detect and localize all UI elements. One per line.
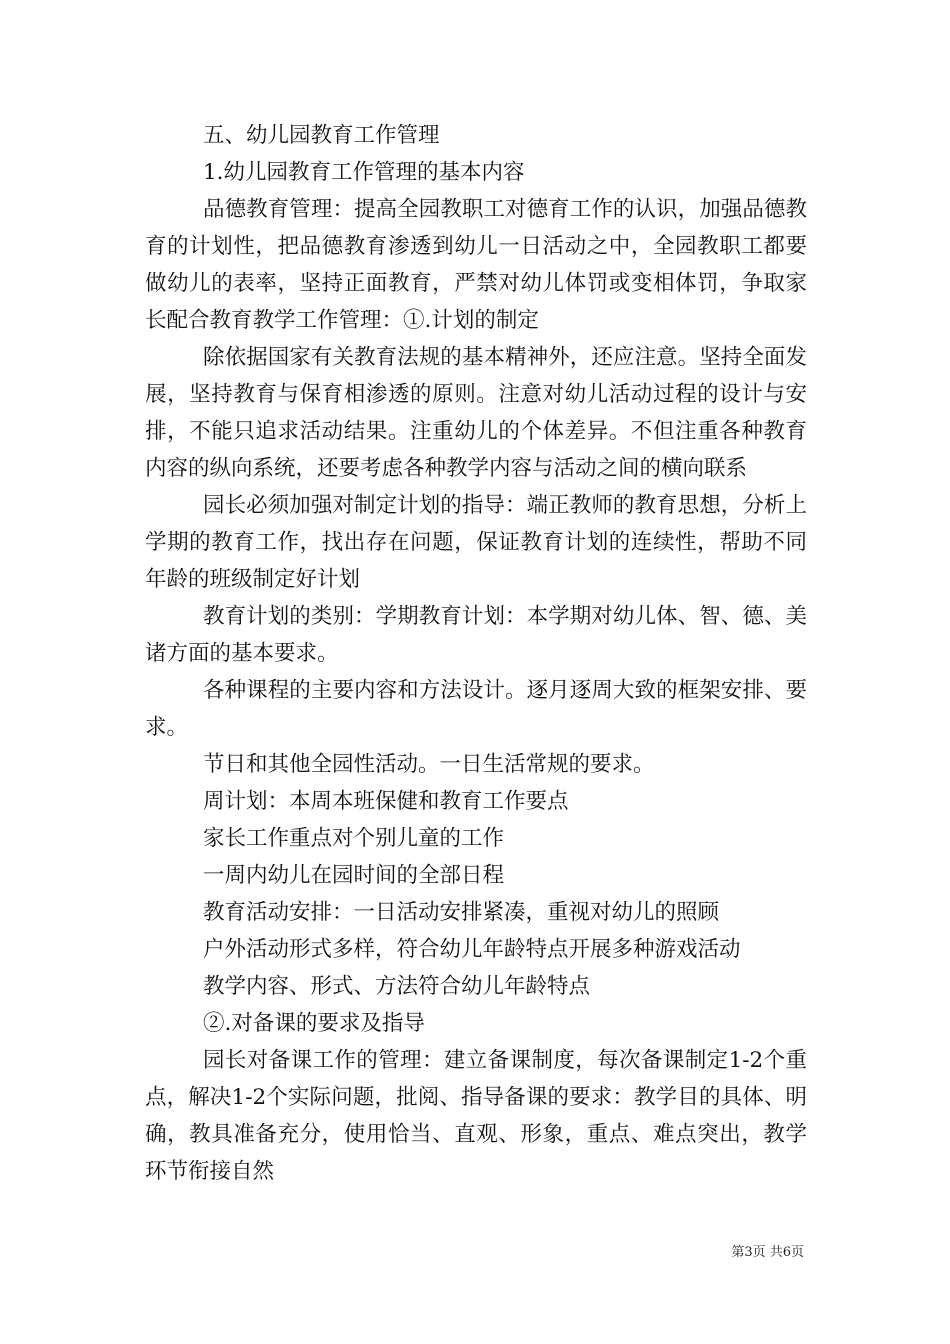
paragraph: 家长工作重点对个别儿童的工作 [203, 826, 505, 851]
subsection-heading: 1.幼儿园教育工作管理的基本内容 [203, 160, 525, 185]
paragraph: 园长必须加强对制定计划的指导：端正教师的教育思想，分析上学期的教育工作，找出存在问题，保证教育计划的连续性，帮助不同年龄的班级制定好计划 [145, 493, 807, 592]
paragraph: 教育计划的类别：学期教育计划：本学期对幼儿体、智、德、美诸方面的基本要求。 [145, 604, 807, 666]
paragraph: 品德教育管理：提高全园教职工对德育工作的认识，加强品德教育的计划性，把品德教育渗透到幼儿一日活动之中，全园教职工都要做幼儿的表率，坚持正面教育，严禁对幼儿体罚或变相体罚，争取家长配合教育教学工作管理：①.计划的制定 [145, 197, 807, 333]
section-heading: 五、幼儿园教育工作管理 [203, 123, 440, 148]
document-body [145, 117, 807, 1190]
paragraph: 一周内幼儿在园时间的全部日程 [203, 863, 505, 888]
paragraph: 除依据国家有关教育法规的基本精神外，还应注意。坚持全面发展，坚持教育与保育相渗透的原则。注意对幼儿活动过程的设计与安排，不能只追求活动结果。注重幼儿的个体差异。不但注重各种教育内容的纵向系统，还要考虑各种教学内容与活动之间的横向联系 [145, 345, 807, 481]
paragraph: 教育活动安排：一日活动安排紧凑，重视对幼儿的照顾 [203, 900, 720, 925]
paragraph: 周计划：本周本班保健和教育工作要点 [203, 789, 569, 814]
paragraph: 节日和其他全园性活动。一日生活常规的要求。 [203, 752, 655, 777]
paragraph: 教学内容、形式、方法符合幼儿年龄特点 [203, 974, 591, 999]
paragraph: 园长对备课工作的管理：建立备课制度，每次备课制定1-2个重点，解决1-2个实际问题，批阅、指导备课的要求：教学目的具体、明确，教具准备充分，使用恰当、直观、形象，重点、难点突出，教学环节衔接自然 [145, 1048, 807, 1184]
page-number-footer: 第3页 共6页 [731, 1245, 804, 1260]
subsection-heading: ②.对备课的要求及指导 [203, 1011, 425, 1036]
paragraph: 户外活动形式多样，符合幼儿年龄特点开展多种游戏活动 [203, 937, 741, 962]
paragraph: 各种课程的主要内容和方法设计。逐月逐周大致的框架安排、要求。 [145, 678, 807, 740]
